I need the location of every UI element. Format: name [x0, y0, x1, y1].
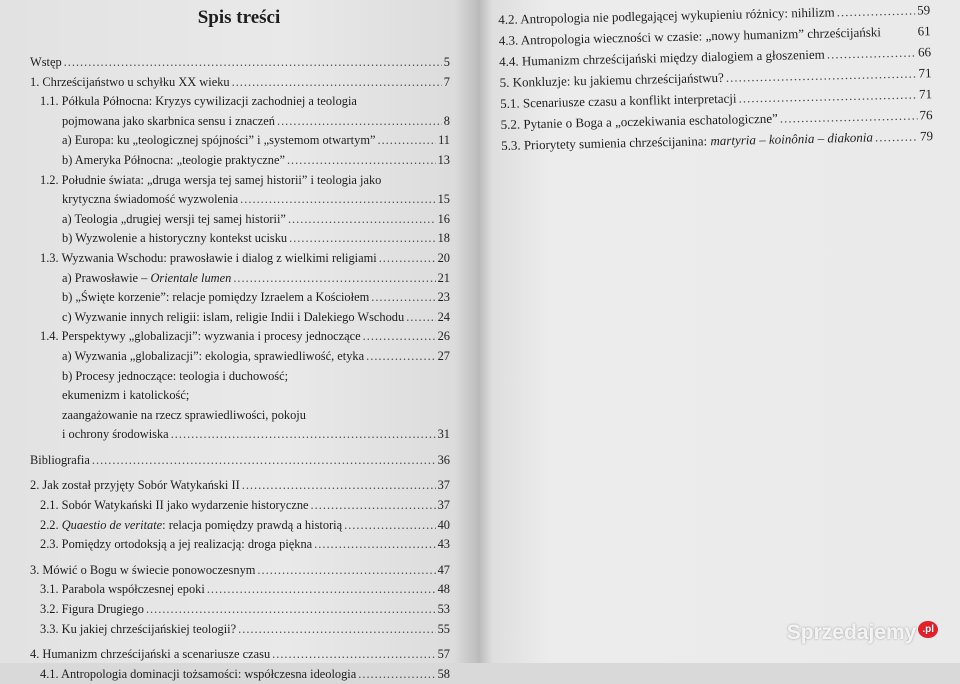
page-number: 58 [437, 666, 450, 681]
dot-leader [92, 451, 436, 471]
toc-entry [30, 620, 450, 640]
entry-title: a) Europa: ku „teologicznej spójności” i „systemom otwartym” [62, 133, 376, 148]
dot-leader [288, 210, 436, 230]
toc-line [30, 645, 450, 665]
toc-line [30, 620, 450, 640]
toc-line [30, 386, 450, 406]
page-number: 7 [443, 74, 450, 89]
dot-leader [240, 190, 435, 210]
entry-title: 5.2. Pytanie o Boga a „oczekiwania eschatologiczne” [500, 110, 778, 132]
page-number: 71 [918, 86, 933, 102]
entry-title: krytyczna świadomość wyzwolenia [62, 192, 239, 207]
entry-title: 1.1. Półkula Północna: Kryzys cywilizacji zachodniej a teologia [40, 94, 357, 109]
page-number: 53 [437, 602, 450, 617]
toc-entry [30, 347, 450, 367]
dot-leader [363, 327, 436, 347]
toc-entry [30, 600, 450, 620]
entry-title: 4. Humanizm chrześcijański a scenariusze czasu [30, 647, 271, 662]
toc-line [30, 347, 450, 367]
entry-title: 4.3. Antropologia wieczności w czasie: „nowy humanizm” chrześcijański [498, 24, 882, 48]
entry-title: 1.3. Wyzwania Wschodu: prawosławie i dialog z wielkimi religiami [40, 250, 377, 265]
toc-line [30, 580, 450, 600]
dot-leader [232, 73, 442, 93]
toc-entry [30, 496, 450, 516]
entry-title: 2.3. Pomiędzy ortodoksją a jej realizacją: droga piękna [40, 537, 313, 552]
entry-title: a) Prawosławie – Orientale lumen [62, 270, 232, 285]
page-number: 79 [919, 128, 934, 144]
entry-title: 1.2. Południe świata: „druga wersja tej samej historii” i teologia jako [40, 172, 382, 187]
page-number: 23 [437, 290, 450, 305]
toc-entry [30, 249, 450, 269]
toc-entry [30, 53, 450, 73]
entry-title: 3.2. Figura Drugiego [40, 602, 144, 617]
toc-line [30, 406, 450, 426]
entry-title: 5.3. Priorytety sumienia chrześcijanina: martyria – koinônia – diakonia [500, 129, 874, 153]
toc-line [30, 53, 450, 73]
page-number: 59 [916, 2, 931, 18]
toc-entry [30, 451, 450, 471]
entry-title: b) Wyzwolenie a historyczny kontekst ucisku [62, 231, 288, 246]
dot-leader [233, 269, 435, 289]
page-number: 27 [437, 348, 450, 363]
entry-title: 1. Chrześcijaństwo u schyłku XX wieku [30, 74, 230, 89]
page-number: 15 [437, 192, 450, 207]
toc-line [30, 476, 450, 496]
page-number: 16 [437, 211, 450, 226]
toc-line [30, 190, 450, 210]
toc-list-left [30, 53, 450, 684]
entry-title: 2.1. Sobór Watykański II jako wydarzenie historyczne [40, 498, 309, 513]
dot-leader [371, 288, 435, 308]
page-number: 55 [437, 621, 450, 636]
page-number: 57 [437, 647, 450, 662]
page-number: 47 [437, 562, 450, 577]
dot-leader [242, 476, 436, 496]
toc-entry [30, 476, 450, 496]
dot-leader [257, 561, 435, 581]
toc-line [30, 131, 450, 151]
page-number: 48 [437, 582, 450, 597]
page-number: 37 [437, 498, 450, 513]
dot-leader [344, 516, 436, 536]
entry-title: i ochrony środowiska [62, 427, 169, 442]
page-title: Spis treści [197, 7, 281, 28]
toc-entry [30, 151, 450, 171]
toc-entry [30, 516, 450, 536]
toc-entry [30, 131, 450, 151]
page-number: 24 [437, 309, 450, 324]
entry-title: b) „Święte korzenie”: relacje pomiędzy Izraelem a Kościołem [62, 290, 370, 305]
page-number: 8 [443, 113, 450, 128]
toc-line [30, 425, 450, 445]
toc-entry [30, 92, 450, 131]
toc-line [30, 73, 450, 93]
entry-title: 3. Mówić o Bogu w świecie ponowoczesnym [30, 562, 256, 577]
toc-line [30, 496, 450, 516]
toc-entry [30, 171, 450, 210]
toc-list-right [498, 0, 933, 156]
dot-leader [146, 600, 436, 620]
entry-title: a) Wyzwania „globalizacji”: ekologia, sprawiedliwość, etyka [62, 348, 365, 363]
dot-leader [287, 151, 436, 171]
right-page [478, 0, 960, 663]
entry-title: Bibliografia [30, 452, 90, 467]
page-number: 61 [917, 23, 931, 39]
entry-title: 2. Jak został przyjęty Sobór Watykański II [30, 478, 240, 493]
page-number: 66 [917, 44, 932, 60]
page-number: 36 [437, 452, 450, 467]
toc-line [30, 151, 450, 171]
entry-title: 3.1. Parabola współczesnej epoki [40, 582, 205, 597]
dot-leader [377, 131, 436, 151]
toc-line [30, 210, 450, 230]
dot-leader [875, 126, 919, 148]
dot-leader [826, 42, 916, 65]
page-number: 37 [437, 478, 450, 493]
toc-line [30, 229, 450, 249]
page-number: 40 [437, 517, 450, 532]
entry-title: ekumenizm i katolickość; [62, 388, 190, 403]
entry-title: pojmowana jako skarbnica sensu i znaczeń [62, 113, 275, 128]
toc-line [30, 92, 450, 112]
toc-line [30, 367, 450, 387]
toc-line [30, 600, 450, 620]
dot-leader [836, 0, 915, 22]
toc-entry [30, 210, 450, 230]
dot-leader [272, 645, 435, 665]
toc-entry [30, 327, 450, 347]
dot-leader [289, 229, 436, 249]
page-number: 71 [918, 65, 932, 81]
toc-entry [30, 645, 450, 665]
toc-line [30, 308, 450, 328]
page-number: 26 [437, 329, 450, 344]
entry-title: a) Teologia „drugiej wersji tej samej historii” [62, 211, 286, 226]
page-number: 21 [437, 270, 450, 285]
toc-line [30, 327, 450, 347]
toc-entry [30, 535, 450, 555]
toc-entry [30, 308, 450, 328]
dot-leader [379, 249, 436, 269]
entry-title: b) Procesy jednoczące: teologia i duchowość; [62, 368, 289, 383]
dot-leader [358, 665, 435, 684]
dot-leader [366, 347, 435, 367]
dot-leader [314, 535, 435, 555]
toc-entry [30, 73, 450, 93]
dot-leader [277, 112, 442, 132]
entry-title: 2.2. Quaestio de veritate: relacja pomiędzy prawdą a historią [40, 517, 343, 532]
toc-entry [30, 288, 450, 308]
entry-title: c) Wyzwanie innych religii: islam, religie Indii i Dalekiego Wschodu [62, 309, 405, 324]
dot-leader [406, 308, 435, 328]
dot-leader [171, 425, 436, 445]
toc-line [30, 288, 450, 308]
toc-entry [30, 229, 450, 249]
toc-line [30, 665, 450, 684]
toc-line [30, 561, 450, 581]
toc-entry [30, 580, 450, 600]
toc-line [30, 516, 450, 536]
dot-leader [238, 620, 435, 640]
entry-title: b) Ameryka Północna: „teologie praktyczne” [62, 152, 285, 167]
page-number: 13 [437, 152, 450, 167]
left-page [0, 0, 478, 681]
toc-line [30, 269, 450, 289]
page-number: 43 [437, 537, 450, 552]
toc-entry [30, 269, 450, 289]
page-number: 31 [437, 427, 450, 442]
dot-leader [64, 53, 442, 73]
entry-title: 5.1. Scenariusze czasu a konflikt interpretacji [499, 90, 737, 111]
entry-title: Wstęp [30, 55, 62, 69]
page-number: 5 [443, 55, 450, 69]
entry-title: 4.1. Antropologia dominacji tożsamości: współczesna ideologia [40, 666, 357, 681]
dot-leader [207, 580, 436, 600]
entry-title: zaangażowanie na rzecz sprawiedliwości, pokoju [62, 407, 306, 422]
page-number: 20 [437, 250, 450, 265]
entry-title: 4.4. Humanizm chrześcijański między dialogiem a głoszeniem [499, 46, 825, 69]
entry-title: 5. Konkluzje: ku jakiemu chrześcijaństwu? [499, 69, 724, 90]
page-number: 18 [437, 231, 450, 246]
toc-entry [30, 665, 450, 684]
page-number: 76 [919, 107, 933, 123]
toc-line [30, 112, 450, 132]
toc-line [30, 451, 450, 471]
page-number: 11 [438, 133, 450, 148]
toc-line [30, 535, 450, 555]
toc-entry [30, 561, 450, 581]
entry-title: 4.2. Antropologia nie podlegającej wykupieniu różnicy: nihilizm [498, 4, 835, 27]
toc-entry [30, 367, 450, 445]
watermark-logo: Sprzedajemy .pl [787, 621, 938, 645]
toc-line [30, 249, 450, 269]
entry-title: 3.3. Ku jakiej chrześcijańskiej teologii? [40, 621, 237, 636]
entry-title: 1.4. Perspektywy „globalizacji”: wyzwania i procesy jednoczące [40, 329, 361, 344]
toc-line [30, 171, 450, 191]
dot-leader [311, 496, 436, 516]
